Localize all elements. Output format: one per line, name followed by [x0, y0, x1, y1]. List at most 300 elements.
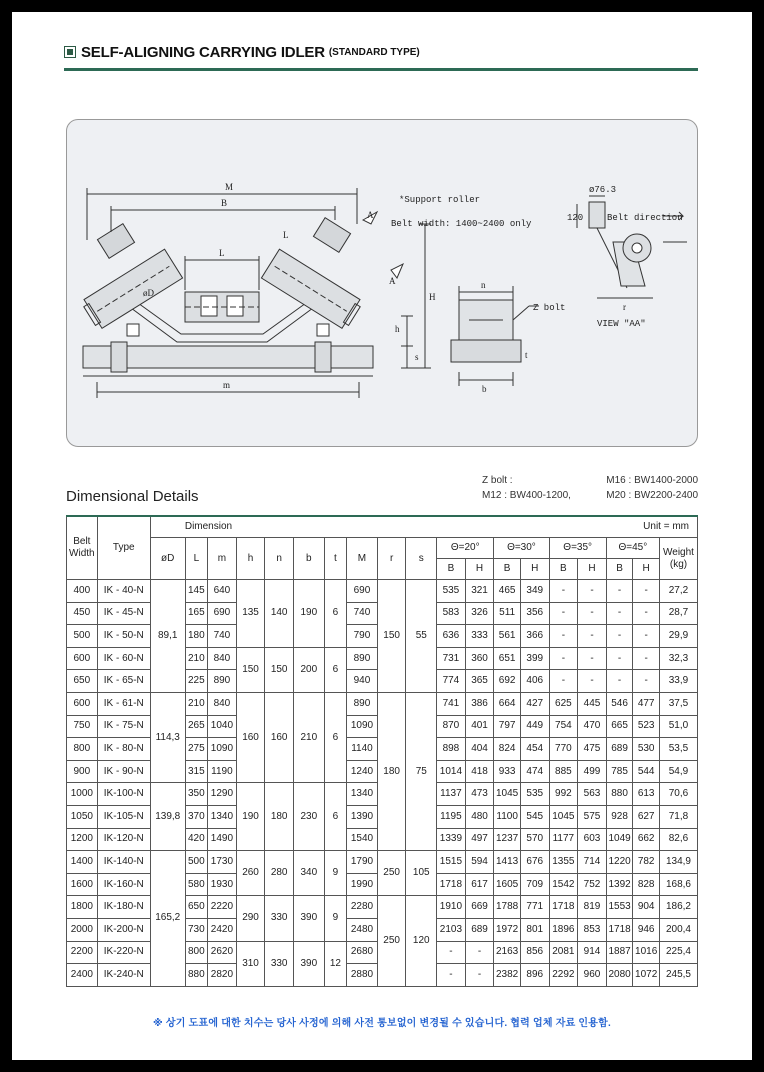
cell-value: 445	[578, 692, 607, 715]
header-theta30: Θ=30°	[494, 538, 549, 559]
cell-M: 890	[347, 692, 378, 715]
cell-n: 280	[265, 851, 294, 896]
cell-value: 885	[549, 760, 578, 783]
cell-value: 544	[633, 760, 660, 783]
cell-value: 427	[520, 692, 549, 715]
cell-value: -	[437, 964, 466, 987]
dim-label-120: 120	[567, 213, 584, 223]
cell-value: 366	[520, 625, 549, 648]
cell-b: 210	[293, 692, 324, 782]
cell-value: 946	[633, 918, 660, 941]
cell-value: 960	[578, 964, 607, 987]
cell-m: 2620	[208, 941, 237, 964]
cell-value: 1045	[549, 805, 578, 828]
header-theta35: Θ=35°	[549, 538, 606, 559]
cell-value: -	[633, 647, 660, 670]
header-H-45: H	[633, 559, 660, 580]
cell-m: 1490	[208, 828, 237, 851]
cell-value: 2163	[494, 941, 521, 964]
cell-type: IK-105-N	[97, 805, 150, 828]
cell-M: 2280	[347, 896, 378, 919]
cell-value: 333	[465, 625, 494, 648]
cell-value: 1718	[437, 873, 466, 896]
cell-value: 613	[633, 783, 660, 806]
dim-label-dia: ø76.3	[589, 185, 617, 195]
cell-value: 1392	[606, 873, 633, 896]
cell-value: 896	[520, 964, 549, 987]
cell-value: 898	[437, 738, 466, 761]
cell-belt-width: 1050	[67, 805, 98, 828]
cell-t: 12	[324, 941, 346, 986]
table-row	[67, 851, 698, 874]
cell-m: 1730	[208, 851, 237, 874]
cell-value: 1910	[437, 896, 466, 919]
cell-value: 321	[465, 580, 494, 603]
cell-L: 420	[185, 828, 207, 851]
dimension-table	[66, 515, 698, 987]
cell-value: 752	[578, 873, 607, 896]
cell-m: 1040	[208, 715, 237, 738]
header-dimension: Dimension Unit = mm	[150, 516, 697, 538]
cell-value: 1896	[549, 918, 578, 941]
cell-value: 1339	[437, 828, 466, 851]
cell-value: 474	[520, 760, 549, 783]
cell-value: 511	[494, 602, 521, 625]
cell-M: 1240	[347, 760, 378, 783]
cell-m: 1090	[208, 738, 237, 761]
cell-weight: 32,3	[659, 647, 697, 670]
cell-belt-width: 1600	[67, 873, 98, 896]
cell-value: 625	[549, 692, 578, 715]
cell-n: 140	[265, 580, 294, 648]
cell-value: 741	[437, 692, 466, 715]
cell-value: 1049	[606, 828, 633, 851]
cell-value: 1718	[606, 918, 633, 941]
header-B-20: B	[437, 559, 466, 580]
cell-value: 1137	[437, 783, 466, 806]
cell-s: 120	[406, 896, 437, 986]
cell-value: 561	[494, 625, 521, 648]
cell-value: -	[578, 602, 607, 625]
cell-value: 499	[578, 760, 607, 783]
header-H-30: H	[520, 559, 549, 580]
cell-belt-width: 500	[67, 625, 98, 648]
cell-D: 89,1	[150, 580, 185, 693]
cell-weight: 53,5	[659, 738, 697, 761]
cell-L: 730	[185, 918, 207, 941]
cell-value: 386	[465, 692, 494, 715]
cell-M: 1090	[347, 715, 378, 738]
cell-type: IK - 60-N	[97, 647, 150, 670]
cell-weight: 27,2	[659, 580, 697, 603]
cell-type: IK - 40-N	[97, 580, 150, 603]
cell-L: 350	[185, 783, 207, 806]
cell-value: 480	[465, 805, 494, 828]
cell-n: 330	[265, 896, 294, 941]
cell-value: 692	[494, 670, 521, 693]
cell-h: 135	[236, 580, 265, 648]
cell-value: 1542	[549, 873, 578, 896]
cell-value: 1553	[606, 896, 633, 919]
cell-value: 665	[606, 715, 633, 738]
cell-weight: 82,6	[659, 828, 697, 851]
cell-value: 1413	[494, 851, 521, 874]
cell-value: 326	[465, 602, 494, 625]
header-B-30: B	[494, 559, 521, 580]
cell-value: 933	[494, 760, 521, 783]
cell-m: 690	[208, 602, 237, 625]
cell-m: 840	[208, 692, 237, 715]
cell-value: 870	[437, 715, 466, 738]
cell-value: 1220	[606, 851, 633, 874]
cell-m: 1930	[208, 873, 237, 896]
header-weight: Weight (kg)	[659, 538, 697, 580]
cell-value: 475	[578, 738, 607, 761]
cell-value: 563	[578, 783, 607, 806]
cell-type: IK - 45-N	[97, 602, 150, 625]
cell-b: 200	[293, 647, 324, 692]
cell-value: -	[549, 580, 578, 603]
cell-value: 470	[578, 715, 607, 738]
cell-n: 180	[265, 783, 294, 851]
cell-type: IK-200-N	[97, 918, 150, 941]
dim-label-M: M	[225, 182, 234, 192]
belt-width-note: Belt width: 1400~2400 only	[391, 219, 532, 229]
cell-value: 1605	[494, 873, 521, 896]
cell-type: IK - 75-N	[97, 715, 150, 738]
cell-value: 856	[520, 941, 549, 964]
table-row	[67, 692, 698, 715]
cell-b: 190	[293, 580, 324, 648]
cell-value: 669	[465, 896, 494, 919]
cell-value: 627	[633, 805, 660, 828]
cell-weight: 245,5	[659, 964, 697, 987]
cell-value: 801	[520, 918, 549, 941]
cell-M: 2880	[347, 964, 378, 987]
header-B-45: B	[606, 559, 633, 580]
dim-label-m: m	[223, 380, 231, 390]
cell-M: 890	[347, 647, 378, 670]
cell-weight: 37,5	[659, 692, 697, 715]
cell-value: -	[549, 602, 578, 625]
cell-M: 940	[347, 670, 378, 693]
cell-M: 2480	[347, 918, 378, 941]
cell-L: 145	[185, 580, 207, 603]
idler-drawing-svg	[67, 120, 697, 446]
cell-L: 315	[185, 760, 207, 783]
cell-b: 390	[293, 896, 324, 941]
header-B-35: B	[549, 559, 578, 580]
cell-type: IK - 50-N	[97, 625, 150, 648]
cell-type: IK-140-N	[97, 851, 150, 874]
cell-belt-width: 600	[67, 692, 98, 715]
cell-t: 6	[324, 692, 346, 782]
dim-label-L: L	[219, 248, 225, 258]
cell-value: 853	[578, 918, 607, 941]
cell-b: 340	[293, 851, 324, 896]
cell-value: 676	[520, 851, 549, 874]
cell-belt-width: 600	[67, 647, 98, 670]
cell-value: -	[465, 941, 494, 964]
cell-value: -	[578, 625, 607, 648]
cell-belt-width: 450	[67, 602, 98, 625]
cell-type: IK-220-N	[97, 941, 150, 964]
cell-t: 6	[324, 580, 346, 648]
cell-value: 782	[633, 851, 660, 874]
dim-label-s: s	[415, 352, 419, 362]
cell-weight: 168,6	[659, 873, 697, 896]
table-row	[67, 580, 698, 603]
dim-label-t: t	[525, 350, 528, 360]
cell-value: 546	[606, 692, 633, 715]
cell-value: 1014	[437, 760, 466, 783]
cell-type: IK-180-N	[97, 896, 150, 919]
cell-value: 1195	[437, 805, 466, 828]
cell-value: 401	[465, 715, 494, 738]
catalog-page	[12, 12, 752, 1060]
cell-value: 2103	[437, 918, 466, 941]
cell-L: 265	[185, 715, 207, 738]
header-L: L	[185, 538, 207, 580]
cell-type: IK-120-N	[97, 828, 150, 851]
dim-label-h: h	[395, 324, 400, 334]
cell-value: 530	[633, 738, 660, 761]
cell-value: 819	[578, 896, 607, 919]
page-header	[64, 42, 420, 62]
support-roller-note: *Support roller	[399, 195, 481, 205]
cell-value: 1045	[494, 783, 521, 806]
header-H-35: H	[578, 559, 607, 580]
cell-value: 770	[549, 738, 578, 761]
cell-L: 500	[185, 851, 207, 874]
cell-type: IK - 90-N	[97, 760, 150, 783]
cell-value: -	[549, 670, 578, 693]
cell-t: 9	[324, 896, 346, 941]
header-s: s	[406, 538, 437, 580]
cell-value: 1177	[549, 828, 578, 851]
cell-value: 535	[520, 783, 549, 806]
cell-D: 114,3	[150, 692, 185, 782]
cell-type: IK - 65-N	[97, 670, 150, 693]
footnote: ※ 상기 도표에 대한 치수는 당사 사정에 의해 사전 통보없이 변경될 수 있습니다. 협력 업체 자료 인용함.	[153, 1018, 611, 1029]
cell-r: 250	[377, 851, 406, 896]
cell-value: 880	[606, 783, 633, 806]
cell-value: 731	[437, 647, 466, 670]
cell-value: -	[549, 625, 578, 648]
cell-m: 2420	[208, 918, 237, 941]
cell-D: 139,8	[150, 783, 185, 851]
dim-label-B: B	[221, 198, 228, 208]
cell-value: 1887	[606, 941, 633, 964]
cell-m: 1340	[208, 805, 237, 828]
cell-M: 740	[347, 602, 378, 625]
cell-value: 636	[437, 625, 466, 648]
cell-m: 2220	[208, 896, 237, 919]
cell-value: 662	[633, 828, 660, 851]
dim-label-b: b	[482, 384, 487, 394]
cell-type: IK-160-N	[97, 873, 150, 896]
cell-belt-width: 2000	[67, 918, 98, 941]
cell-b: 390	[293, 941, 324, 986]
cell-weight: 225,4	[659, 941, 697, 964]
cell-t: 6	[324, 783, 346, 851]
cell-h: 150	[236, 647, 265, 692]
cell-value: 523	[633, 715, 660, 738]
cell-s: 105	[406, 851, 437, 896]
cell-m: 840	[208, 647, 237, 670]
section-title: Dimensional Details	[66, 488, 199, 505]
cell-value: 1972	[494, 918, 521, 941]
cell-type: IK - 80-N	[97, 738, 150, 761]
cell-belt-width: 650	[67, 670, 98, 693]
dim-label-L-wing: L	[283, 230, 289, 240]
cell-M: 790	[347, 625, 378, 648]
header-H-20: H	[465, 559, 494, 580]
cell-belt-width: 750	[67, 715, 98, 738]
header-h: h	[236, 538, 265, 580]
bolt-info	[482, 473, 698, 503]
cell-h: 260	[236, 851, 265, 896]
cell-value: 365	[465, 670, 494, 693]
cell-value: 785	[606, 760, 633, 783]
cell-M: 1390	[347, 805, 378, 828]
cell-value: -	[578, 670, 607, 693]
cell-value: -	[606, 625, 633, 648]
cell-type: IK-240-N	[97, 964, 150, 987]
cell-value: 771	[520, 896, 549, 919]
cell-value: 1237	[494, 828, 521, 851]
cell-value: 904	[633, 896, 660, 919]
cell-L: 370	[185, 805, 207, 828]
cell-r: 150	[377, 580, 406, 693]
cell-type: IK-100-N	[97, 783, 150, 806]
cell-r: 180	[377, 692, 406, 850]
cell-M: 1140	[347, 738, 378, 761]
cell-L: 210	[185, 647, 207, 670]
cell-L: 180	[185, 625, 207, 648]
cell-value: -	[633, 602, 660, 625]
cell-value: 2382	[494, 964, 521, 987]
cell-value: 583	[437, 602, 466, 625]
view-aa-label: VIEW "AA"	[597, 319, 646, 329]
dim-label-D: øD	[143, 288, 154, 298]
cell-value: 689	[606, 738, 633, 761]
bolt-m20: M20 : BW2200-2400	[606, 490, 698, 501]
cell-L: 880	[185, 964, 207, 987]
cell-value: 473	[465, 783, 494, 806]
dim-label-r: r	[623, 302, 626, 312]
cell-value: 1072	[633, 964, 660, 987]
cell-n: 160	[265, 692, 294, 782]
cell-weight: 70,6	[659, 783, 697, 806]
square-bullet-icon	[64, 46, 76, 58]
cell-L: 225	[185, 670, 207, 693]
cell-value: 828	[633, 873, 660, 896]
cell-m: 890	[208, 670, 237, 693]
cell-value: 754	[549, 715, 578, 738]
dim-label-n: n	[481, 280, 486, 290]
page-title: SELF-ALIGNING CARRYING IDLER	[81, 43, 325, 61]
z-bolt-label: Z bolt	[533, 303, 566, 313]
cell-L: 650	[185, 896, 207, 919]
cell-value: -	[606, 647, 633, 670]
cell-weight: 51,0	[659, 715, 697, 738]
cell-value: 1016	[633, 941, 660, 964]
cell-value: 992	[549, 783, 578, 806]
cell-M: 1990	[347, 873, 378, 896]
cell-weight: 29,9	[659, 625, 697, 648]
cell-t: 6	[324, 647, 346, 692]
cell-value: 1100	[494, 805, 521, 828]
cell-h: 310	[236, 941, 265, 986]
cell-h: 190	[236, 783, 265, 851]
cell-L: 275	[185, 738, 207, 761]
cell-value: 2080	[606, 964, 633, 987]
cell-value: 1718	[549, 896, 578, 919]
cell-value: 454	[520, 738, 549, 761]
cell-L: 580	[185, 873, 207, 896]
cell-belt-width: 1400	[67, 851, 98, 874]
header-D: øD	[150, 538, 185, 580]
cell-value: -	[465, 964, 494, 987]
cell-h: 290	[236, 896, 265, 941]
cell-L: 800	[185, 941, 207, 964]
cell-value: 449	[520, 715, 549, 738]
cell-type: IK - 61-N	[97, 692, 150, 715]
cell-value: 774	[437, 670, 466, 693]
cell-weight: 71,8	[659, 805, 697, 828]
cell-value: 709	[520, 873, 549, 896]
cell-value: 824	[494, 738, 521, 761]
dim-label-A2: A	[389, 276, 396, 286]
cell-L: 210	[185, 692, 207, 715]
cell-value: -	[606, 580, 633, 603]
cell-M: 2680	[347, 941, 378, 964]
cell-value: 651	[494, 647, 521, 670]
cell-value: 545	[520, 805, 549, 828]
cell-value: 928	[606, 805, 633, 828]
dim-label-A1: A	[367, 210, 374, 220]
cell-value: 404	[465, 738, 494, 761]
cell-weight: 186,2	[659, 896, 697, 919]
cell-n: 330	[265, 941, 294, 986]
cell-m: 1290	[208, 783, 237, 806]
cell-belt-width: 1200	[67, 828, 98, 851]
technical-drawing	[66, 119, 698, 447]
header-theta45: Θ=45°	[606, 538, 659, 559]
cell-s: 55	[406, 580, 437, 693]
cell-value: -	[578, 580, 607, 603]
cell-m: 1190	[208, 760, 237, 783]
cell-value: -	[549, 647, 578, 670]
cell-value: 664	[494, 692, 521, 715]
cell-M: 1540	[347, 828, 378, 851]
cell-belt-width: 1000	[67, 783, 98, 806]
cell-value: 603	[578, 828, 607, 851]
cell-value: 349	[520, 580, 549, 603]
cell-L: 165	[185, 602, 207, 625]
cell-value: 2292	[549, 964, 578, 987]
cell-value: 797	[494, 715, 521, 738]
cell-belt-width: 900	[67, 760, 98, 783]
cell-value: -	[633, 625, 660, 648]
cell-m: 740	[208, 625, 237, 648]
cell-belt-width: 400	[67, 580, 98, 603]
header-unit: Unit = mm	[643, 521, 689, 532]
header-b: b	[293, 538, 324, 580]
cell-value: 418	[465, 760, 494, 783]
header-n: n	[265, 538, 294, 580]
